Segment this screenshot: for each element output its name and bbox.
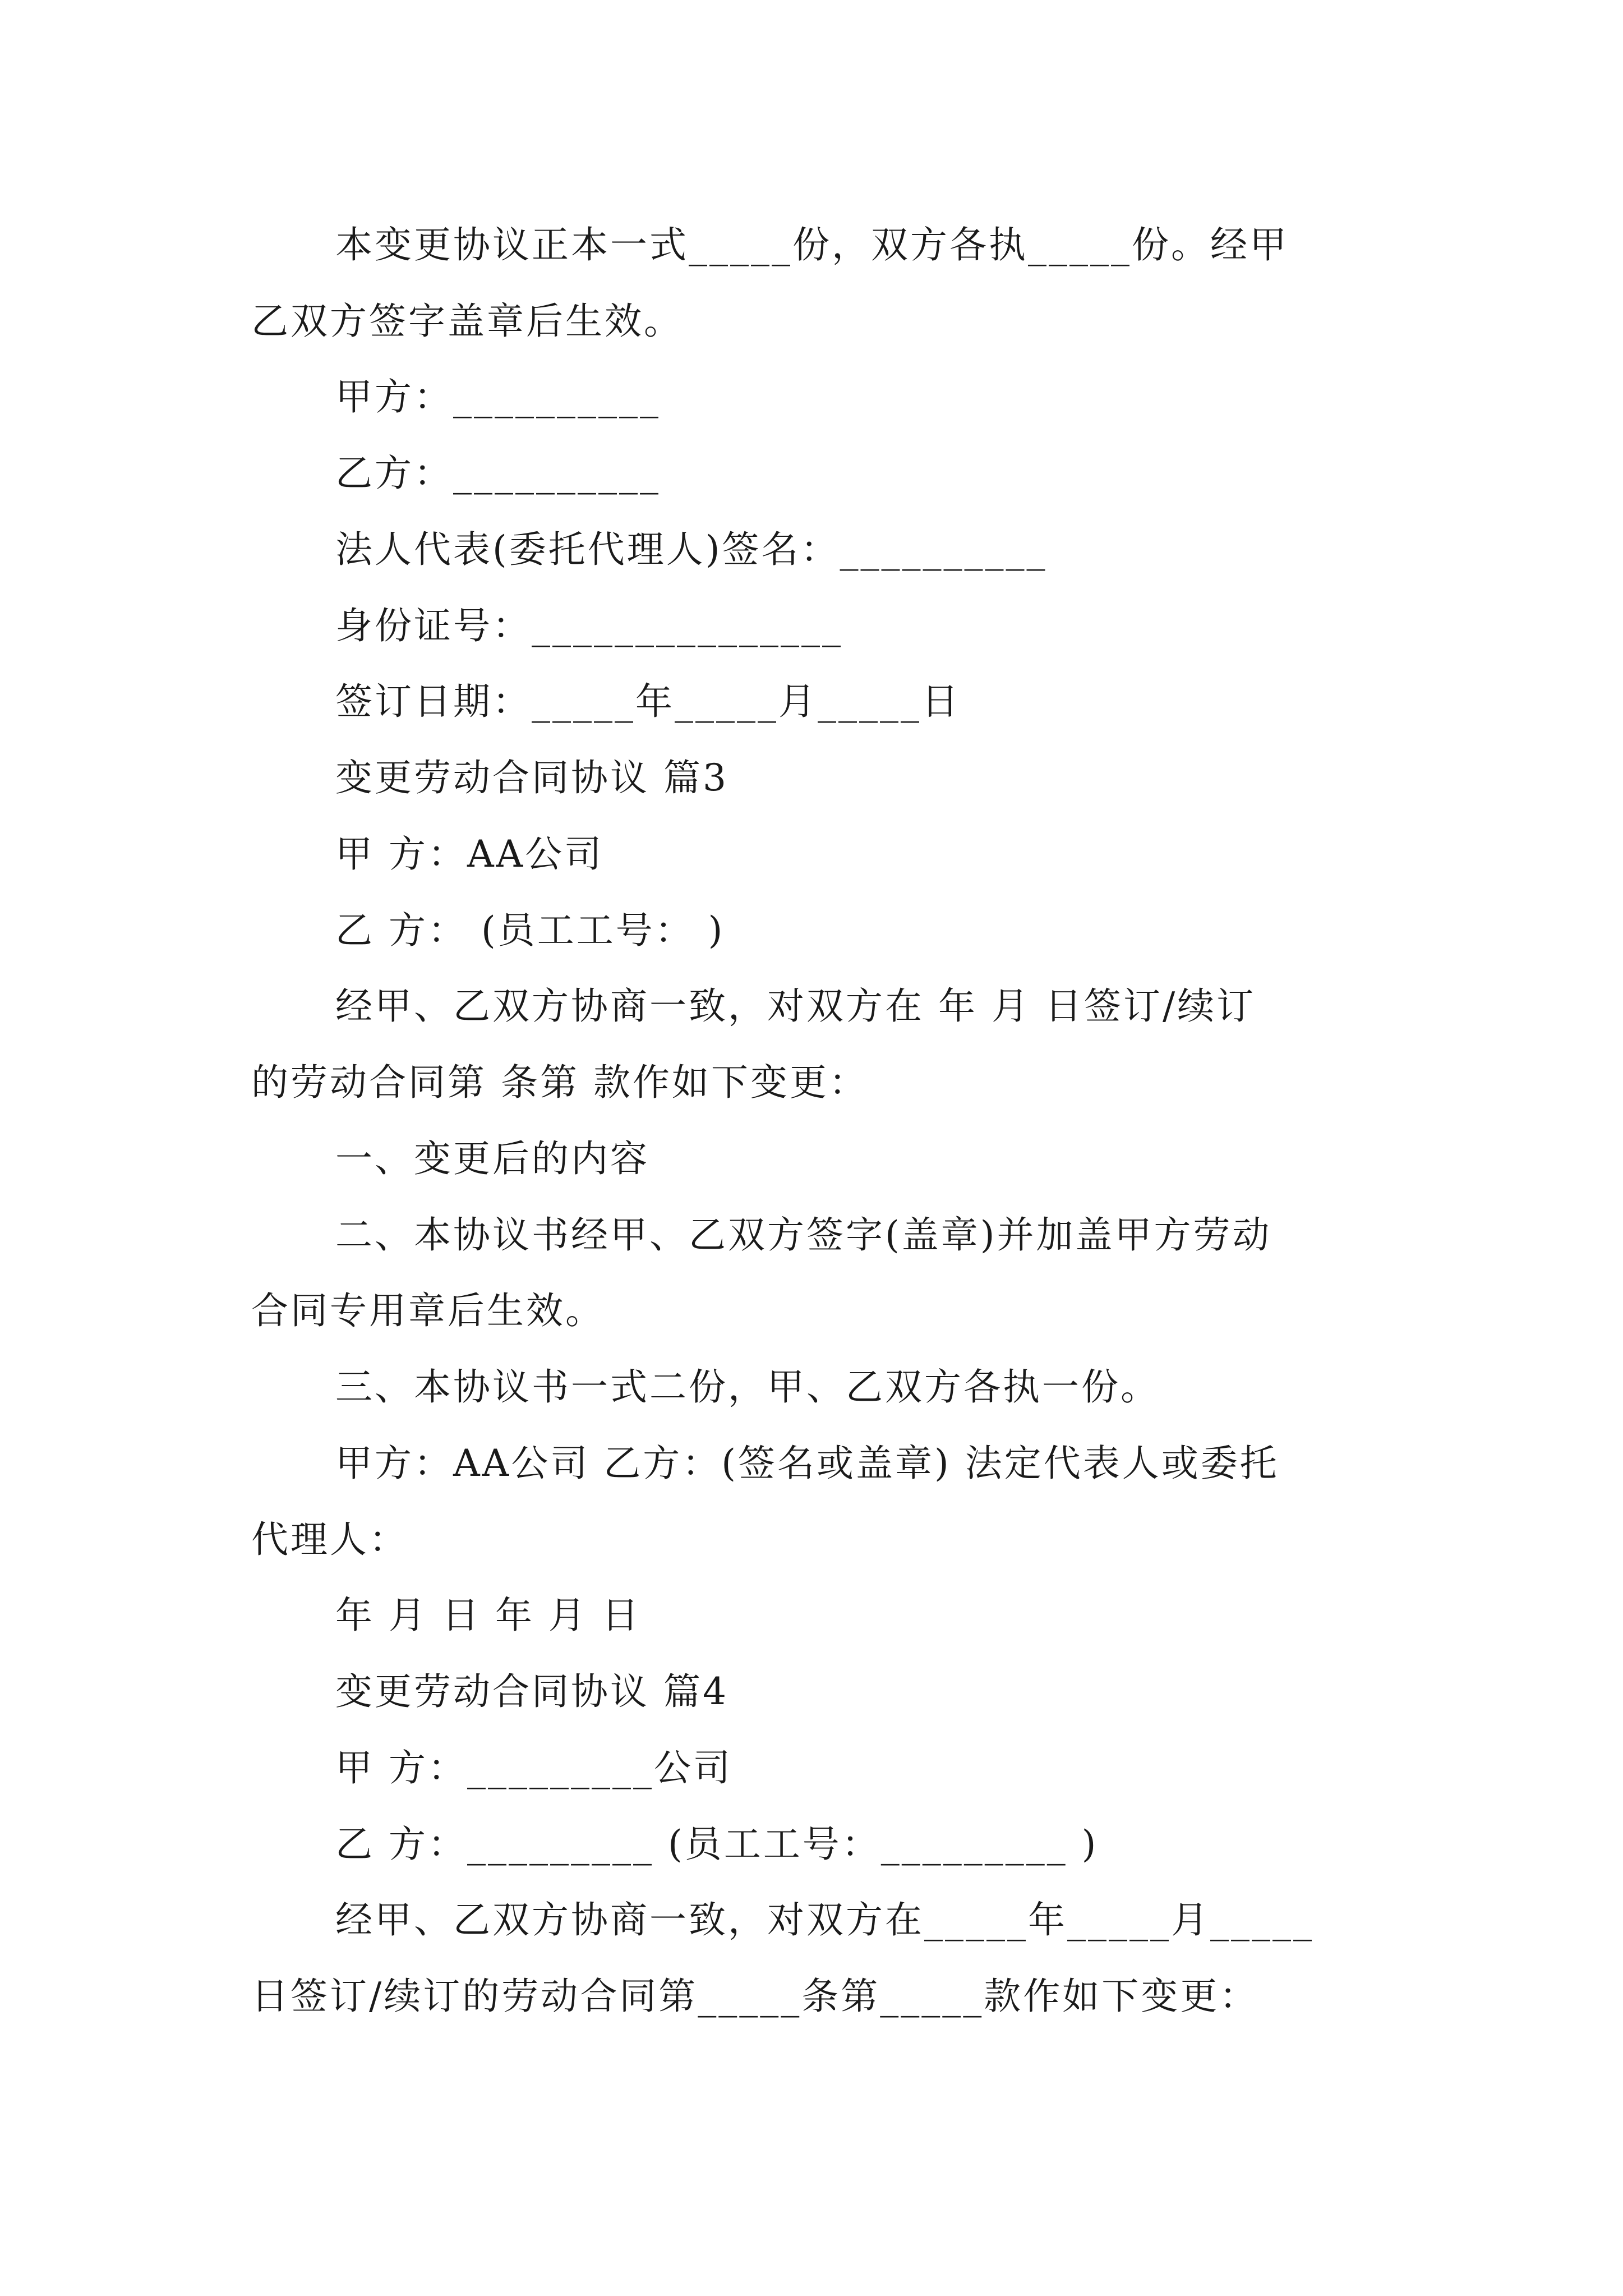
text-line: 年 月 日 年 月 日 [335, 1594, 641, 1637]
text-line: 乙 方： (员工工号： ) [335, 909, 725, 952]
text-line: 甲 方：AA公司 [335, 832, 604, 876]
text-line: 经甲、乙双方协商一致，对双方在_____年_____月_____ [335, 1898, 1314, 1941]
text-line: 合同专用章后生效。 [251, 1289, 605, 1332]
section-heading: 变更劳动合同协议 篇4 [335, 1670, 728, 1713]
text-line: 甲方：__________ [335, 375, 661, 418]
text-line: 乙双方签字盖章后生效。 [251, 300, 683, 343]
section-heading: 变更劳动合同协议 篇3 [335, 756, 728, 799]
text-line: 身份证号：_______________ [335, 604, 843, 647]
text-line: 甲方：AA公司 乙方：(签名或盖章) 法定代表人或委托 [335, 1442, 1279, 1485]
text-line: 二、本协议书经甲、乙双方签字(盖章)并加盖甲方劳动 [335, 1213, 1272, 1257]
text-line: 甲 方：_________公司 [335, 1746, 732, 1789]
text-line: 乙 方：_________ (员工工号：_________ ) [335, 1823, 1099, 1866]
text-line: 的劳动合同第 条第 款作如下变更： [251, 1061, 868, 1104]
text-line: 一、变更后的内容 [335, 1137, 649, 1180]
text-line: 日签订/续订的劳动合同第_____条第_____款作如下变更： [251, 1975, 1259, 2018]
text-line: 乙方：__________ [335, 452, 661, 495]
text-line: 经甲、乙双方协商一致，对双方在 年 月 日签订/续订 [335, 984, 1256, 1028]
text-line: 法人代表(委托代理人)签名：__________ [335, 528, 1048, 571]
text-line: 签订日期：_____年_____月_____日 [335, 680, 961, 723]
text-line: 本变更协议正本一式_____份，双方各执_____份。经甲 [335, 223, 1289, 266]
text-line: 三、本协议书一式二份，甲、乙双方各执一份。 [335, 1365, 1160, 1409]
text-line: 代理人： [251, 1518, 408, 1561]
